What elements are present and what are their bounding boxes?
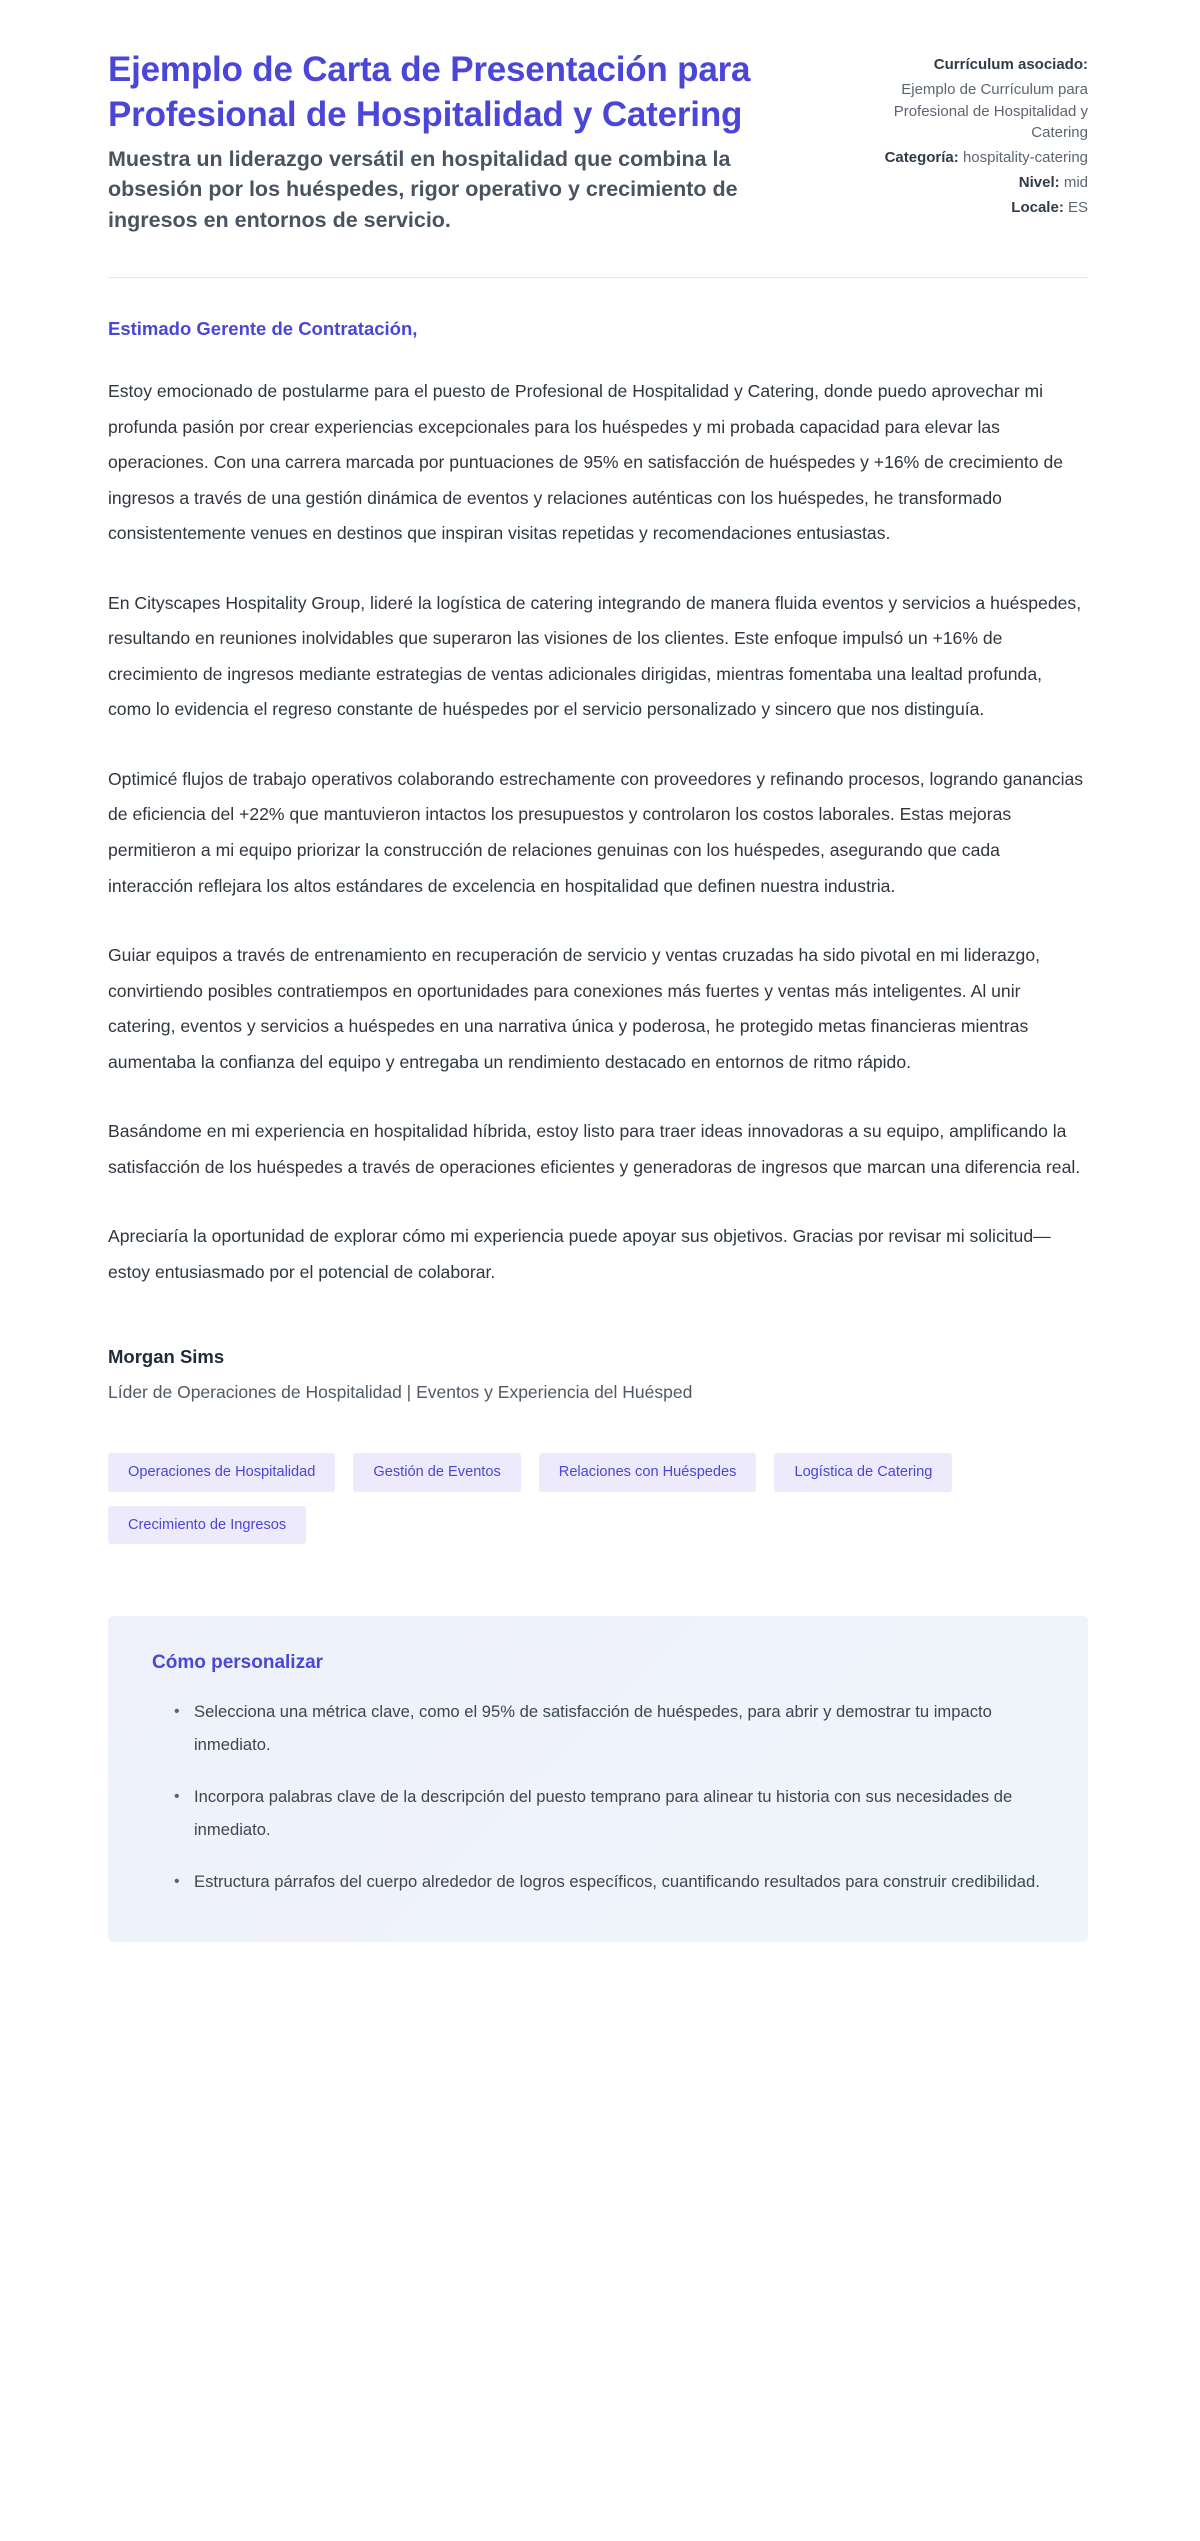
meta-row-associated-resume: [833, 54, 1088, 76]
meta-row-category: [833, 147, 1088, 169]
meta-value-associated-resume: Ejemplo de Currículum para Profesional de Hospitalidad y Catering: [893, 80, 1088, 142]
meta-label-associated-resume: Currículum asociado:: [933, 56, 1088, 73]
meta-value-category: hospitality-catering: [962, 149, 1088, 166]
tag-chip[interactable]: Operaciones de Hospitalidad: [108, 1453, 335, 1492]
callout-tip-list: [152, 1696, 1044, 1898]
letter-paragraph: Estoy emocionado de postularme para el puesto de Profesional de Hospitalidad y Catering, donde puedo aprovechar mi profunda pasión por crear experiencias excepcionales para los huéspedes y mi probada capacidad para elevar las operaciones. Con una carrera marcada por puntuaciones de 95% en satisfacción de huéspedes y +16% de crecimiento de ingresos a través de una gestión dinámica de eventos y relaciones auténticas con los huéspedes, he transformado consistentemente venues en destinos que inspiran visitas repetidas y recomendaciones entusiastas.: [108, 381, 1064, 544]
meta-label-category: Categoría:: [884, 149, 959, 166]
meta-label-locale: Locale:: [1011, 198, 1064, 216]
page-subtitle: Muestra un liderazgo versátil en hospitalidad que combina la obsesión por los huéspedes, rigor operativo y crecimiento de ingresos en entornos de servicio.: [108, 146, 738, 232]
header-text-block: [108, 48, 788, 235]
signature-name: Morgan Sims: [108, 1346, 225, 1368]
document-metadata: [833, 48, 1088, 221]
tag-chip[interactable]: Relaciones con Huéspedes: [539, 1453, 757, 1492]
callout-tip-item: • Incorpora palabras clave de la descripción del puesto temprano para alinear tu historia con sus necesidades de inmediato.: [174, 1781, 1044, 1846]
signature-block: [108, 1346, 1088, 1403]
meta-value-associated-resume-row: [833, 79, 1088, 144]
letter-paragraph: En Cityscapes Hospitality Group, lideré la logística de catering integrando de manera fluida eventos y servicios a huéspedes, resultando en reuniones inolvidables que superaron las visiones de los clientes. Este enfoque impulsó un +16% de crecimiento de ingresos mediante estrategias de ventas adicionales dirigidas, mientras fomentaba una lealtad profunda, como lo evidencia el regreso constante de huéspedes por el servicio personalizado y sincero que nos distinguía.: [108, 592, 1082, 720]
how-to-customize-callout: [108, 1616, 1088, 1942]
meta-label-level: Nivel:: [1018, 173, 1060, 191]
meta-value-locale: ES: [1067, 198, 1088, 216]
tag-chip[interactable]: Gestión de Eventos: [353, 1453, 520, 1492]
page-title: Ejemplo de Carta de Presentación para Profesional de Hospitalidad y Catering: [108, 50, 751, 134]
letter-paragraph: Guiar equipos a través de entrenamiento en recuperación de servicio y ventas cruzadas ha sido pivotal en mi liderazgo, convirtiendo posibles contratiempos en oportunidades para conexiones más fuertes y ventas más inteligentes. Al unir catering, eventos y servicios a huéspedes en una narrativa única y poderosa, he protegido metas financieras mientras aumentaba la confianza del equipo y entregaba un rendimiento destacado en entornos de ritmo rápido.: [108, 945, 1041, 1072]
callout-tip-item: • Selecciona una métrica clave, como el 95% de satisfacción de huéspedes, para abrir y demostrar tu impacto inmediato.: [174, 1696, 1044, 1761]
meta-value-level: mid: [1063, 173, 1088, 191]
letter-body: [108, 278, 1088, 1290]
callout-tip-item: • Estructura párrafos del cuerpo alrededor de logros específicos, cuantificando resultados para construir credibilidad.: [174, 1866, 1044, 1898]
letter-paragraph: Basándome en mi experiencia en hospitalidad híbrida, estoy listo para traer ideas innovadoras a su equipo, amplificando la satisfacción de los huéspedes a través de operaciones eficientes y generadoras de ingresos que marcan una diferencia real.: [108, 1121, 1081, 1177]
letter-paragraph: Optimicé flujos de trabajo operativos colaborando estrechamente con proveedores y refinando procesos, logrando ganancias de eficiencia del +22% que mantuvieron intactos los presupuestos y controlaron los costos laborales. Estas mejoras permitieron a mi equipo priorizar la construcción de relaciones genuinas con los huéspedes, asegurando que cada interacción reflejara los altos estándares de excelencia en hospitalidad que definen nuestra industria.: [108, 768, 1084, 896]
meta-row-level: [833, 172, 1088, 194]
tag-chip[interactable]: Crecimiento de Ingresos: [108, 1506, 306, 1545]
page-header: [108, 48, 1088, 235]
meta-row-locale: [833, 197, 1088, 219]
letter-paragraph: Apreciaría la oportunidad de explorar cómo mi experiencia puede apoyar sus objetivos. Gracias por revisar mi solicitud—estoy entusiasmado por el potencial de colaborar.: [108, 1226, 1051, 1282]
letter-salutation: Estimado Gerente de Contratación,: [108, 318, 418, 340]
tag-chip[interactable]: Logística de Catering: [774, 1453, 952, 1492]
signature-role: Líder de Operaciones de Hospitalidad | Eventos y Experiencia del Huésped: [108, 1382, 693, 1403]
tag-list: [108, 1453, 1088, 1544]
callout-title: Cómo personalizar: [152, 1652, 324, 1674]
